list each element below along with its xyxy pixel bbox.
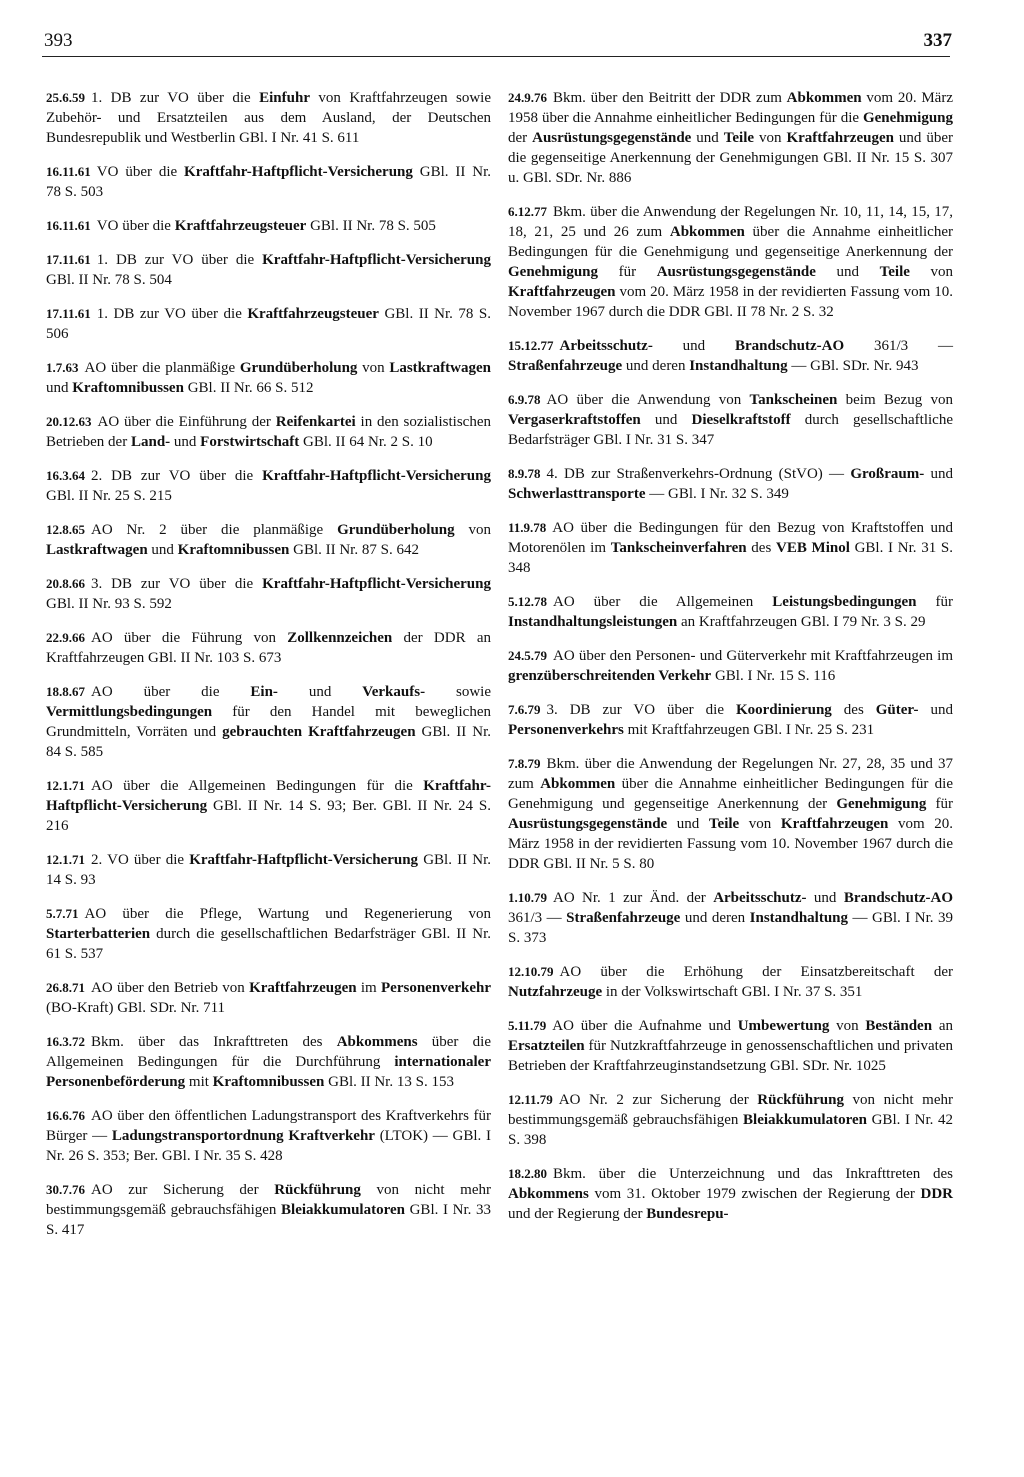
entry-text: GBl. II Nr. 14 S. 93; Ber. GBl. II Nr. 24 S. 216 — [46, 798, 491, 834]
entry-keyword: Kraftfahr-Haftpflicht-Versicherung — [184, 164, 413, 180]
entry-text: der DDR an Kraftfahrzeugen GBl. II Nr. 103 S. 673 — [46, 630, 492, 666]
entry-keyword: Abkommen — [540, 776, 616, 792]
entry-text: GBl. I Nr. 33 S. 417 — [46, 1202, 491, 1238]
entry-text: und — [46, 380, 73, 396]
entry-keyword: Kraftfahrzeugen — [508, 284, 616, 300]
entry-text: von nicht mehr bestimmungsgemäß gebrauchsfähigen — [508, 1092, 953, 1128]
entry-keyword: Tankscheinverfahren — [610, 540, 747, 556]
entry-text: 2. VO über die — [91, 852, 190, 868]
entry-text: für Nutzkraftfahrzeuge in genossenschaftlichen und privaten Betrieben der Kraftfahrzeuginstandsetzung GBl. SDr. Nr. 1025 — [508, 1038, 953, 1074]
entry-text: 3. DB zur VO über die — [546, 702, 736, 718]
entry-text: vom 20. März 1958 in der revidierten Fassung vom 10. November 1967 durch die DDR GBl. II 78 Nr. 2 S. 32 — [508, 284, 953, 320]
entry-text: der — [508, 130, 533, 146]
page-number-right: 337 — [923, 30, 952, 51]
entry-keyword: Abkommen — [669, 224, 745, 240]
entry-text: GBl. II Nr. 78 S. 504 — [46, 272, 172, 288]
entry-text: und deren — [680, 910, 750, 926]
page-number-left: 393 — [44, 30, 73, 51]
entry-text: AO zur Sicherung der — [91, 1182, 275, 1198]
entry-text: Bkm. über das Inkrafttreten des — [91, 1034, 337, 1050]
entry-text: sowie — [425, 684, 491, 700]
entry-date: 18.8.67 — [46, 684, 85, 699]
index-entry — [508, 754, 953, 874]
entry-keyword: Kraftomnibussen — [212, 1074, 325, 1090]
entry-text: GBl. II Nr. 93 S. 592 — [46, 596, 172, 612]
entry-text: VO über die — [96, 218, 175, 234]
entry-date: 7.6.79 — [508, 702, 541, 717]
entry-text: vom 20. März 1958 über die Annahme einheitlicher Bedingungen für die — [508, 90, 953, 126]
entry-keyword: Land- — [130, 434, 171, 450]
entry-keyword: Vergaserkraftstoffen — [508, 412, 641, 428]
entry-keyword: Ausrüstungsgegenstände — [532, 130, 692, 146]
entry-keyword: Beständen — [865, 1018, 933, 1034]
entry-text: von — [754, 130, 787, 146]
entry-keyword: Ausrüstungsgegenstände — [656, 264, 816, 280]
entry-text: vom 31. Oktober 1979 zwischen der Regierung der — [588, 1186, 921, 1202]
entry-text: AO über die Anwendung von — [546, 392, 750, 408]
index-entry — [46, 574, 491, 614]
entry-keyword: Brandschutz-AO — [843, 890, 953, 906]
entry-date: 8.9.78 — [508, 466, 541, 481]
index-entry — [46, 628, 491, 668]
index-entry — [46, 682, 491, 762]
entry-keyword: Brandschutz-AO — [734, 338, 845, 354]
entry-keyword: Grundüberholung — [239, 360, 358, 376]
entry-keyword: Ersatzteilen — [508, 1038, 585, 1054]
index-entry — [508, 646, 953, 686]
right-column — [508, 88, 953, 1238]
entry-text: 361/3 — — [508, 910, 567, 926]
entry-text: von nicht mehr bestimmungsgemäß gebrauchsfähigen — [46, 1182, 491, 1218]
entry-text: AO über die Erhöhung der Einsatzbereitschaft der — [559, 964, 953, 980]
entry-text: und — [147, 542, 178, 558]
index-entry — [508, 464, 953, 504]
entry-text: mit — [185, 1074, 213, 1090]
entry-text: AO über den Personen- und Güterverkehr mit Kraftfahrzeugen im — [553, 648, 953, 664]
entry-keyword: Kraftfahrzeugsteuer — [247, 306, 379, 322]
entry-text: und über die gegenseitige Anerkennung der Genehmigungen GBl. II Nr. 15 S. 307 u. GBl. SDr. Nr. 886 — [508, 130, 954, 186]
entry-date: 1.7.63 — [46, 360, 79, 375]
entry-text: GBl. II Nr. 66 S. 512 — [183, 380, 314, 396]
index-entry — [508, 390, 953, 450]
entry-text: (LTOK) — GBl. I Nr. 26 S. 353; Ber. GBl. I Nr. 35 S. 428 — [46, 1128, 491, 1164]
entry-keyword: Teile — [708, 816, 740, 832]
entry-keyword: Kraftfahrzeugen — [786, 130, 894, 146]
entry-text: — GBl. SDr. Nr. 943 — [787, 358, 919, 374]
entry-text: GBl. I Nr. 31 S. 348 — [508, 540, 953, 576]
entry-keyword: Kraftfahr-Haftpflicht-Versicherung — [189, 852, 419, 868]
entry-date: 12.8.65 — [46, 522, 85, 537]
entry-keyword: Rückführung — [757, 1092, 844, 1108]
entry-date: 16.11.61 — [46, 164, 91, 179]
entry-text: Bkm. über die Anwendung der Regelungen Nr. 27, 28, 35 und 37 zum — [508, 756, 953, 792]
entry-keyword: Kraftfahrzeugen — [780, 816, 889, 832]
entry-keyword: Ein- — [250, 684, 278, 700]
index-entry — [46, 520, 491, 560]
entry-text: GBl. II Nr. 78 S. 503 — [46, 164, 491, 200]
entry-keyword: Genehmigung — [508, 264, 599, 280]
entry-keyword: Leistungsbedingungen — [772, 594, 917, 610]
entry-text: an — [932, 1018, 953, 1034]
entry-text: GBl. II Nr. 78 S. 505 — [306, 218, 436, 234]
entry-date: 17.11.61 — [46, 252, 91, 267]
entry-text: AO über die planmäßige — [84, 360, 240, 376]
entry-keyword: Bundesrepu- — [646, 1206, 729, 1222]
entry-date: 22.9.66 — [46, 630, 85, 645]
entry-text: beim Bezug von — [837, 392, 953, 408]
entry-date: 7.8.79 — [508, 756, 541, 771]
entry-date: 20.12.63 — [46, 414, 92, 429]
entry-text: durch gesellschaftliche Bedarfsträger GBl. I Nr. 31 S. 347 — [508, 412, 953, 448]
entry-text: 361/3 — — [844, 338, 953, 354]
entry-keyword: Schwerlasttransporte — [508, 486, 646, 502]
entry-keyword: Verkaufs- — [362, 684, 426, 700]
entry-keyword: Abkommens — [336, 1034, 418, 1050]
entry-text: Bkm. über den Beitritt der DDR zum — [553, 90, 787, 106]
entry-keyword: Arbeitsschutz- — [559, 338, 653, 354]
index-entry — [46, 850, 491, 890]
entry-keyword: Kraftfahr-Haftpflicht-Versicherung — [262, 252, 491, 268]
index-entry — [46, 776, 491, 836]
entry-keyword: Kraftfahrzeugsteuer — [174, 218, 307, 234]
entry-text: über die Annahme einheitlicher Bedingungen für die Genehmigung und gegenseitige Anerkennung der — [508, 224, 953, 260]
entry-date: 5.11.79 — [508, 1018, 547, 1033]
index-entry — [46, 904, 491, 964]
entry-text: für — [598, 264, 657, 280]
entry-keyword: Forstwirtschaft — [200, 434, 300, 450]
entry-text: GBl. II Nr. 25 S. 215 — [46, 488, 172, 504]
entry-date: 17.11.61 — [46, 306, 91, 321]
entry-text: 2. DB zur VO über die — [91, 468, 263, 484]
entry-text: und — [652, 338, 735, 354]
entry-text: und — [806, 890, 844, 906]
entry-keyword: Reifenkartei — [275, 414, 356, 430]
index-entry — [508, 888, 953, 948]
index-entry — [46, 162, 491, 202]
entry-text: — GBl. I Nr. 39 S. 373 — [508, 910, 954, 946]
entry-text: GBl. II Nr. 87 S. 642 — [289, 542, 419, 558]
entry-text: des — [746, 540, 776, 556]
entry-text: GBl. II Nr. 14 S. 93 — [46, 852, 491, 888]
entry-text: Bkm. über die Unterzeichnung und das Inkrafttreten des — [553, 1166, 953, 1182]
entry-date: 18.2.80 — [508, 1166, 547, 1181]
entry-text: AO über die Allgemeinen — [553, 594, 773, 610]
entry-date: 16.6.76 — [46, 1108, 85, 1123]
entry-keyword: Personenverkehr — [381, 980, 491, 996]
entry-date: 6.12.77 — [508, 204, 547, 219]
entry-keyword: gebrauchten Kraftfahrzeugen — [222, 724, 416, 740]
index-entry — [508, 88, 953, 188]
entry-keyword: Instandhaltungsleistungen — [508, 614, 678, 630]
entry-keyword: Kraftfahrzeugen — [249, 980, 357, 996]
entry-text: AO über den Betrieb von — [91, 980, 250, 996]
entry-date: 24.5.79 — [508, 648, 547, 663]
entry-keyword: Bleiakkumulatoren — [743, 1112, 867, 1128]
entry-text: (BO-Kraft) GBl. SDr. Nr. 711 — [46, 1000, 226, 1016]
entry-text: von Kraftfahrzeugen sowie Zubehör- und Ersatzteilen aus dem Ausland, der Deutschen Bundesrepublik und Westberlin GBl. I Nr. 41 S. 611 — [46, 90, 491, 146]
entry-text: GBl. I Nr. 15 S. 116 — [711, 668, 836, 684]
entry-text: vom 20. März 1958 in der revidierten Fassung vom 10. November 1967 durch die DDR GBl. II Nr. 5 S. 80 — [508, 816, 954, 872]
entry-keyword: Teile — [723, 130, 755, 146]
entry-keyword: Kraftomnibussen — [72, 380, 184, 396]
entry-text: AO über den öffentlichen Ladungstransport des Kraftverkehrs für Bürger — — [46, 1108, 491, 1144]
entry-text: und — [924, 466, 953, 482]
entry-text: AO über die — [91, 684, 251, 700]
entry-text: AO über die Einführung der — [97, 414, 276, 430]
entry-text: AO Nr. 1 zur Änd. der — [553, 890, 714, 906]
entry-text: AO über die Aufnahme und — [552, 1018, 738, 1034]
entry-text: von — [357, 360, 390, 376]
index-entry — [508, 592, 953, 632]
entry-text: des — [831, 702, 876, 718]
index-entry — [508, 1164, 953, 1224]
entry-text: AO über die Pflege, Wartung und Regenerierung von — [84, 906, 491, 922]
entry-date: 25.6.59 — [46, 90, 85, 105]
entry-text: mit Kraftfahrzeugen GBl. I Nr. 25 S. 231 — [623, 722, 875, 738]
left-column — [46, 88, 491, 1254]
entry-text: und — [277, 684, 363, 700]
entry-keyword: Lastkraftwagen — [46, 542, 148, 558]
entry-text: für — [926, 796, 953, 812]
entry-date: 16.11.61 — [46, 218, 91, 233]
entry-keyword: Güter- — [875, 702, 919, 718]
entry-text: Bkm. über die Anwendung der Regelungen Nr. 10, 11, 14, 15, 17, 18, 21, 25 und 26 zum — [508, 204, 953, 240]
entry-date: 16.3.72 — [46, 1034, 85, 1049]
entry-text: 1. DB zur VO über die — [96, 306, 248, 322]
entry-keyword: Instandhaltung — [749, 910, 849, 926]
entry-keyword: Kraftomnibussen — [177, 542, 290, 558]
entry-text: 1. DB zur VO über die — [96, 252, 263, 268]
entry-text: AO über die Bedingungen für den Bezug von Kraftstoffen und Motorenölen im — [508, 520, 953, 556]
index-entry — [508, 1016, 953, 1076]
index-entry — [46, 304, 491, 344]
entry-text: für den Handel mit beweglichen Grundmitteln, Vorräten und — [46, 704, 491, 740]
entry-text: und — [170, 434, 201, 450]
entry-keyword: Straßenfahrzeuge — [566, 910, 681, 926]
index-entry — [46, 250, 491, 290]
entry-text: AO Nr. 2 über die planmäßige — [91, 522, 338, 538]
entry-date: 12.1.71 — [46, 852, 85, 867]
index-entry — [508, 700, 953, 740]
entry-text: von — [454, 522, 492, 538]
entry-keyword: Kraftfahr-Haftpflicht-Versicherung — [262, 468, 491, 484]
entry-keyword: grenzüberschreitenden Verkehr — [508, 668, 712, 684]
entry-text: 4. DB zur Straßenverkehrs-Ordnung (StVO) — — [546, 466, 851, 482]
entry-keyword: Koordinierung — [735, 702, 832, 718]
entry-date: 11.9.78 — [508, 520, 547, 535]
entry-text: und — [918, 702, 954, 718]
entry-text: von — [739, 816, 781, 832]
header-rule — [42, 56, 950, 57]
entry-text: und der Regierung der — [508, 1206, 647, 1222]
entry-keyword: Bleiakkumulatoren — [281, 1202, 405, 1218]
entry-text: im — [356, 980, 382, 996]
entry-text: GBl. II Nr. 13 S. 153 — [324, 1074, 454, 1090]
entry-keyword: Arbeitsschutz- — [713, 890, 807, 906]
entry-text: durch die gesellschaftlichen Bedarfsträger GBl. II Nr. 61 S. 537 — [46, 926, 491, 962]
entry-keyword: Zollkennzeichen — [287, 630, 393, 646]
entry-text: über die Allgemeinen Bedingungen für die Durchführung — [46, 1034, 491, 1070]
entry-text: und — [667, 816, 709, 832]
entry-text: in den sozialistischen Betrieben der — [46, 414, 491, 450]
entry-text: AO über die Allgemeinen Bedingungen für die — [91, 778, 424, 794]
entry-text: GBl. I Nr. 42 S. 398 — [508, 1112, 953, 1148]
entry-keyword: Instandhaltung — [689, 358, 788, 374]
entry-text: GBl. II Nr. 78 S. 506 — [46, 306, 491, 342]
entry-text: und — [691, 130, 724, 146]
entry-keyword: internationaler Personenbeförderung — [46, 1054, 491, 1090]
entry-keyword: Vermittlungsbedingungen — [46, 704, 213, 720]
entry-text: 1. DB zur VO über die — [91, 90, 260, 106]
index-entry — [508, 962, 953, 1002]
entry-date: 30.7.76 — [46, 1182, 85, 1197]
entry-keyword: DDR — [920, 1186, 953, 1202]
entry-keyword: Kraftfahr-Haftpflicht-Versicherung — [262, 576, 491, 592]
entry-keyword: Großraum- — [850, 466, 925, 482]
entry-text: und — [815, 264, 880, 280]
entry-date: 20.8.66 — [46, 576, 85, 591]
entry-text: von — [829, 1018, 866, 1034]
entry-keyword: Genehmigung — [836, 796, 927, 812]
index-entry — [46, 1180, 491, 1240]
entry-text: und — [640, 412, 692, 428]
entry-date: 12.1.71 — [46, 778, 85, 793]
index-entry — [46, 216, 491, 236]
entry-keyword: Straßenfahrzeuge — [508, 358, 623, 374]
entry-keyword: Lastkraftwagen — [389, 360, 491, 376]
entry-keyword: Kraftfahr-Haftpflicht-Versicherung — [46, 778, 491, 814]
entry-keyword: Teile — [879, 264, 910, 280]
entry-text: VO über die — [96, 164, 185, 180]
entry-date: 5.7.71 — [46, 906, 79, 921]
entry-text: über die Annahme einheitlicher Bedingungen für die Genehmigung und gegenseitige Anerkennung der — [508, 776, 954, 812]
entry-keyword: Ausrüstungsgegenstände — [508, 816, 668, 832]
entry-keyword: Genehmigung — [862, 110, 953, 126]
entry-keyword: Abkommen — [786, 90, 862, 106]
entry-date: 12.11.79 — [508, 1092, 553, 1107]
entry-date: 5.12.78 — [508, 594, 547, 609]
entry-text: von — [909, 264, 954, 280]
entry-date: 26.8.71 — [46, 980, 85, 995]
index-entry — [46, 1032, 491, 1092]
entry-text: GBl. II 64 Nr. 2 S. 10 — [299, 434, 433, 450]
entry-text: AO Nr. 2 zur Sicherung der — [558, 1092, 758, 1108]
entry-date: 12.10.79 — [508, 964, 554, 979]
entry-date: 15.12.77 — [508, 338, 554, 353]
entry-text: und deren — [622, 358, 690, 374]
entry-date: 24.9.76 — [508, 90, 547, 105]
index-entry — [46, 358, 491, 398]
entry-date: 6.9.78 — [508, 392, 541, 407]
index-entry — [508, 1090, 953, 1150]
index-entry — [46, 466, 491, 506]
entry-keyword: Personenverkehrs — [508, 722, 624, 738]
index-entry — [46, 412, 491, 452]
entry-keyword: Rückführung — [274, 1182, 361, 1198]
entry-text: AO über die Führung von — [91, 630, 288, 646]
entry-keyword: Tankscheinen — [749, 392, 838, 408]
entry-keyword: VEB Minol — [776, 540, 850, 556]
index-entry — [508, 202, 953, 322]
entry-keyword: Starterbatterien — [46, 926, 151, 942]
entry-text: GBl. II Nr. 84 S. 585 — [46, 724, 491, 760]
entry-date: 1.10.79 — [508, 890, 547, 905]
index-entry — [46, 88, 491, 148]
entry-text: — GBl. I Nr. 32 S. 349 — [645, 486, 789, 502]
entry-text: an Kraftfahrzeugen GBl. I 79 Nr. 3 S. 29 — [677, 614, 926, 630]
index-entry — [508, 336, 953, 376]
entry-keyword: Nutzfahrzeuge — [508, 984, 603, 1000]
entry-keyword: Abkommens — [508, 1186, 589, 1202]
index-entry — [46, 978, 491, 1018]
entry-keyword: Ladungstransportordnung Kraftverkehr — [111, 1128, 375, 1144]
entry-keyword: Einfuhr — [259, 90, 310, 106]
entry-text: 3. DB zur VO über die — [91, 576, 263, 592]
entry-text: in der Volkswirtschaft GBl. I Nr. 37 S. 351 — [602, 984, 863, 1000]
index-entry — [46, 1106, 491, 1166]
entry-keyword: Dieselkraftstoff — [691, 412, 791, 428]
entry-keyword: Grundüberholung — [337, 522, 455, 538]
entry-text: für — [916, 594, 953, 610]
index-entry — [508, 518, 953, 578]
entry-date: 16.3.64 — [46, 468, 85, 483]
entry-keyword: Umbewertung — [737, 1018, 830, 1034]
